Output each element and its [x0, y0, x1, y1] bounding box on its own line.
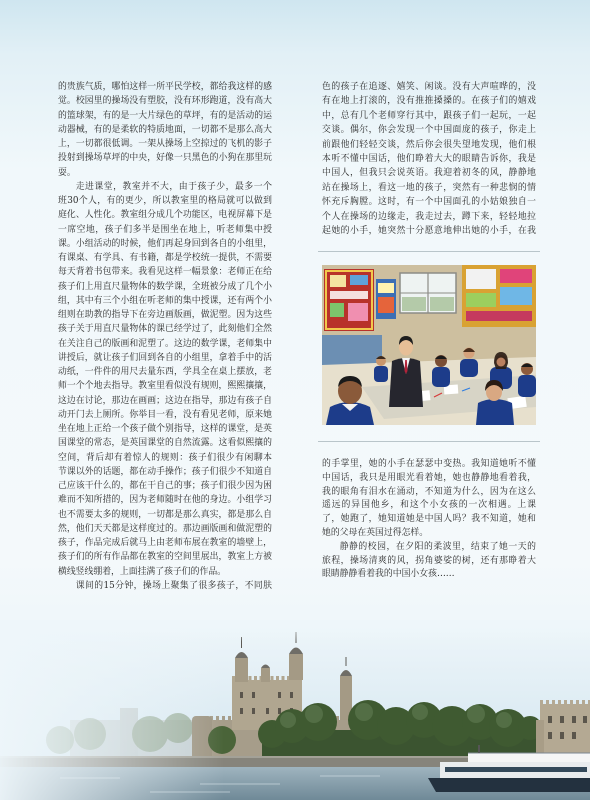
- text-line: 觉。校园里的操场没有塑胶，没有环形跑道，没有高大: [58, 96, 272, 107]
- text-line: 有课桌、有学具、有书籍，都是学校统一提供，不需要: [58, 253, 272, 263]
- fade-top: [0, 620, 590, 800]
- text-line: 有在地上打滚的，没有推推搡搡的。在孩子们的嬉戏: [322, 96, 536, 107]
- text-line: 这边在讨论，那边在画画；这边在指导，那边有孩子自: [58, 395, 272, 406]
- text-line: 孩子关于用直尺量物体的课已经学过了，此刻他们全然: [58, 324, 272, 335]
- text-line: 本听不懂中国话，他们睁着大大的眼睛告诉你，我是: [322, 153, 536, 164]
- text-line: 投射到操场草坪的中央，好像一只黑色的小狗在那里玩: [58, 153, 272, 164]
- text-line: 中国人，但我只会说英语。我迎着初冬的风，静静地: [322, 168, 536, 179]
- text-line: 课间的15分钟，操场上聚集了很多孩子，不同肤: [75, 580, 272, 591]
- classroom-photo: [322, 265, 536, 425]
- text-line: 我的眼角有泪水在涌动，不知道为什么，因为在这么: [322, 486, 536, 497]
- article-column-right-top: [322, 80, 536, 238]
- text-line: 的手掌里，她的小手在瑟瑟中变热。我知道她听不懂: [322, 459, 536, 469]
- text-line: 站在操场上，看这一地的孩子，突然有一种悲悯的情: [322, 182, 536, 193]
- article-column-left: [58, 80, 272, 593]
- article-column-right-bottom: [322, 458, 536, 582]
- text-line: 动纸，一件件的用尺去量东西，学具全在桌上摆放，老: [58, 367, 272, 377]
- text-line: 孩子们的所有作品都在教室的空间里展出，教室上方被: [58, 552, 272, 563]
- text-line: 节课以外的话题，都在动手操作；孩子们很少不知道自: [58, 466, 272, 477]
- text-line: 横线竖线绷着，上面挂满了孩子们的作品。: [58, 566, 227, 577]
- text-line: 师一个个地去指导。教室里看似没有规则，熙熙攘攘，: [58, 381, 272, 392]
- text-line: 己应该干什么的，都在干自己的事；孩子们很少因为困: [58, 481, 272, 491]
- text-line: 色的孩子在追逐、嬉笑、闲谈。没有大声喧哗的，没: [322, 82, 536, 92]
- text-line: 中，总有几个老师穿行其中，跟孩子们一起玩，一起: [322, 110, 536, 121]
- bulletin-board-middle: [376, 279, 396, 319]
- tower-of-london-skyline: [0, 620, 590, 800]
- text-line: 一席空地，孩子们多半是围坐在地上，听老师集中授: [58, 224, 272, 235]
- text-line: 坐在地上正给一个孩子做个别指导，这样的课堂，是英: [58, 424, 272, 434]
- text-line: 国课堂的常态，是英国课堂的自然流露。这看似熙攘的: [58, 438, 272, 449]
- text-line: 走进课堂，教室并不大，由于孩子少，最多一个: [75, 181, 272, 192]
- text-line: 个人在操场的边缘走，我走过去，蹲下来，轻轻地拉: [322, 211, 536, 222]
- text-line: 遥远的异国他乡，和这个小女孩的一次相遇。上课: [322, 500, 536, 511]
- text-line: 组则在助教的指导下在旁边画版画，做泥塑。因为这些: [58, 310, 272, 320]
- classroom-window: [400, 273, 456, 313]
- text-line: 每天背着书包带来。我看见这样一幅景象：老师正在给: [58, 267, 272, 278]
- bulletin-board-right: [462, 265, 536, 327]
- text-line: 了，她跑了，她知道她是中国人吗？我不知道，她和: [322, 514, 536, 525]
- text-line: 在关注自己的版画和泥塑了。这边的数学课，老师集中: [58, 338, 272, 349]
- storage-cabinet: [322, 335, 382, 365]
- text-line: 旅程，操场清爽的风，拐角婆娑的树，还有那睁着大: [322, 555, 536, 566]
- text-line: 动器械，有的是柔软的特质地面，一切都不是那么高大: [58, 124, 272, 135]
- text-line: 然，他们天天都是这样度过的。那边画版画和做泥塑的: [58, 523, 272, 534]
- text-line: 前跟他们轻轻交谈，然后你会很失望地发现，他们根: [322, 139, 536, 150]
- text-line: 怀充斥胸膛。这时，有一个中国面孔的小姑娘独自一: [322, 197, 536, 208]
- text-line: 耍。: [58, 167, 76, 178]
- text-line: 课。小组活动的时候，他们再起身回到各自的小组里，: [58, 238, 272, 249]
- bulletin-board-left: [324, 269, 374, 331]
- divider-line-top: [318, 251, 540, 252]
- divider-line-bottom: [318, 441, 540, 442]
- text-line: 难而不知所措的，因为老师随时在他的身边。小组学习: [58, 495, 272, 506]
- text-line: 孩子，作品完成后就马上由老师布展在教室的墙壁上，: [58, 538, 272, 548]
- text-line: 的篮球架，有的是一大片绿色的草坪，有的是活动的运: [58, 110, 272, 121]
- text-line: 眼睛静静看着我的中国小女孩……: [322, 569, 455, 580]
- text-line: 中国话，我只是用眼光看着她，她也静静地看着我，: [322, 472, 536, 483]
- text-line: 的贵族气质，哪怕这样一所平民学校，都给我这样的感: [58, 82, 272, 92]
- text-line: 庭化、人性化。教室组分成几个功能区，电视屏幕下是: [58, 210, 272, 221]
- text-line: 孩子们上用直尺量物体的数学课，全班被分成了几个小: [58, 281, 272, 292]
- text-line: 班30个人，有的更少，所以教室里的格局就可以做到: [58, 196, 272, 206]
- text-line: 她的父母在英国过得怎样。: [322, 527, 429, 538]
- text-line: 空间，背后却有着惊人的规则：孩子们很少有闲聊本: [58, 452, 272, 463]
- text-line: 组，其中有三个小组在听老师的集中授课，还有两个小: [58, 295, 272, 306]
- text-line: 静静的校园，在夕阳的柔波里，结束了她一天的: [339, 541, 536, 552]
- text-line: 起她的小手，她突然十分愿意地伸出她的小手，在我: [322, 225, 536, 236]
- text-line: 交谈。偶尔，你会发现一个中国面庞的孩子，你走上: [322, 125, 536, 136]
- text-line: 上，一切都很低调。一架从操场上空掠过的飞机的影子: [58, 139, 272, 149]
- text-line: 动开门去上厕所。你举目一看，没有看见老师，原来她: [58, 409, 272, 420]
- text-line: 也不需要太多的规则，一切都是那么真实，都是那么自: [58, 509, 272, 520]
- text-line: 讲授后，就让孩子们回到各自的小组里，拿着手中的活: [58, 352, 272, 363]
